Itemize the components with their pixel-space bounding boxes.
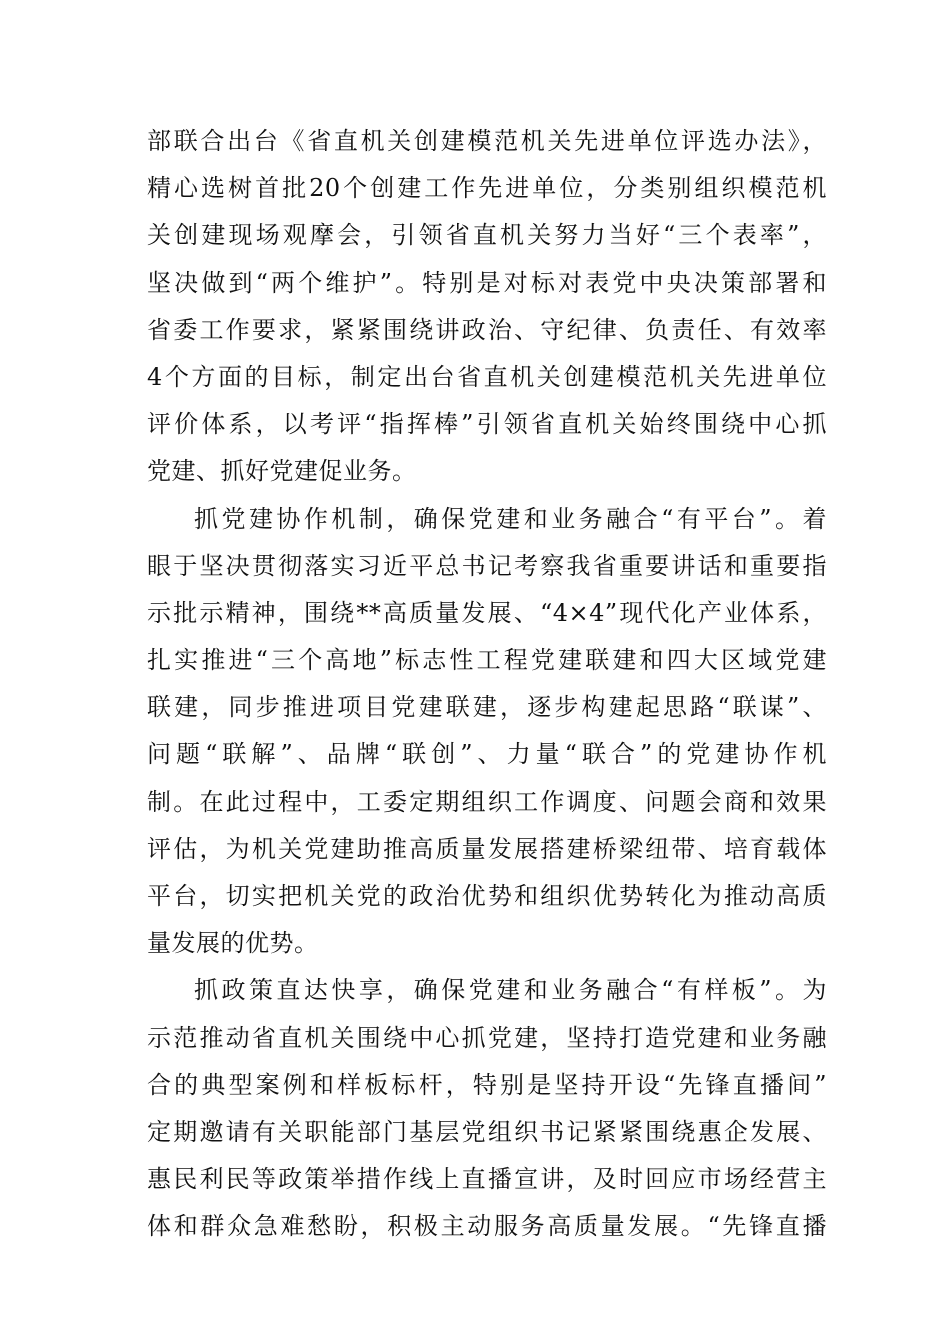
text-line: 部联合出台《省直机关创建模范机关先进单位评选办法》， xyxy=(147,127,827,155)
text-line: 精心选树首批20个创建工作先进单位，分类别组织模范机 xyxy=(147,174,827,203)
text-line: 抓政策直达快享，确保党建和业务融合“有样板”。为 xyxy=(194,976,827,1005)
text-line: 扎实推进“三个高地”标志性工程党建联建和四大区域党建 xyxy=(147,646,827,675)
text-line: 制。在此过程中，工委定期组织工作调度、问题会商和效果 xyxy=(147,787,827,816)
text-line: 眼于坚决贯彻落实习近平总书记考察我省重要讲话和重要指 xyxy=(147,551,827,580)
text-line: 党建、抓好党建促业务。 xyxy=(147,457,417,486)
text-line: 示批示精神，围绕**高质量发展、“4×4”现代化产业体系， xyxy=(147,598,827,627)
text-line: 省委工作要求，紧紧围绕讲政治、守纪律、负责任、有效率 xyxy=(147,315,827,344)
text-line: 关创建现场观摩会，引领省直机关努力当好“三个表率”， xyxy=(147,221,827,250)
text-line: 平台，切实把机关党的政治优势和组织优势转化为推动高质 xyxy=(147,882,827,910)
text-line: 联建，同步推进项目党建联建，逐步构建起思路“联谋”、 xyxy=(147,693,827,722)
text-line: 坚决做到“两个维护”。特别是对标对表党中央决策部署和 xyxy=(147,268,827,297)
text-line: 合的典型案例和样板标杆，特别是坚持开设“先锋直播间” xyxy=(147,1070,827,1099)
text-line: 体和群众急难愁盼，积极主动服务高质量发展。“先锋直播 xyxy=(147,1212,827,1241)
text-line: 4个方面的目标，制定出台省直机关创建模范机关先进单位 xyxy=(147,362,827,391)
text-line: 示范推动省直机关围绕中心抓党建，坚持打造党建和业务融 xyxy=(147,1023,827,1052)
text-line: 量发展的优势。 xyxy=(147,929,319,958)
document-body xyxy=(147,118,827,1251)
text-line: 惠民利民等政策举措作线上直播宣讲，及时回应市场经营主 xyxy=(147,1165,827,1194)
text-line: 抓党建协作机制，确保党建和业务融合“有平台”。着 xyxy=(194,504,827,533)
text-line: 定期邀请有关职能部门基层党组织书记紧紧围绕惠企发展、 xyxy=(147,1117,827,1146)
text-line: 评估，为机关党建助推高质量发展搭建桥梁纽带、培育载体 xyxy=(147,834,827,863)
text-line: 评价体系，以考评“指挥棒”引领省直机关始终围绕中心抓 xyxy=(147,410,827,439)
text-line: 问题“联解”、品牌“联创”、力量“联合”的党建协作机 xyxy=(147,740,827,769)
